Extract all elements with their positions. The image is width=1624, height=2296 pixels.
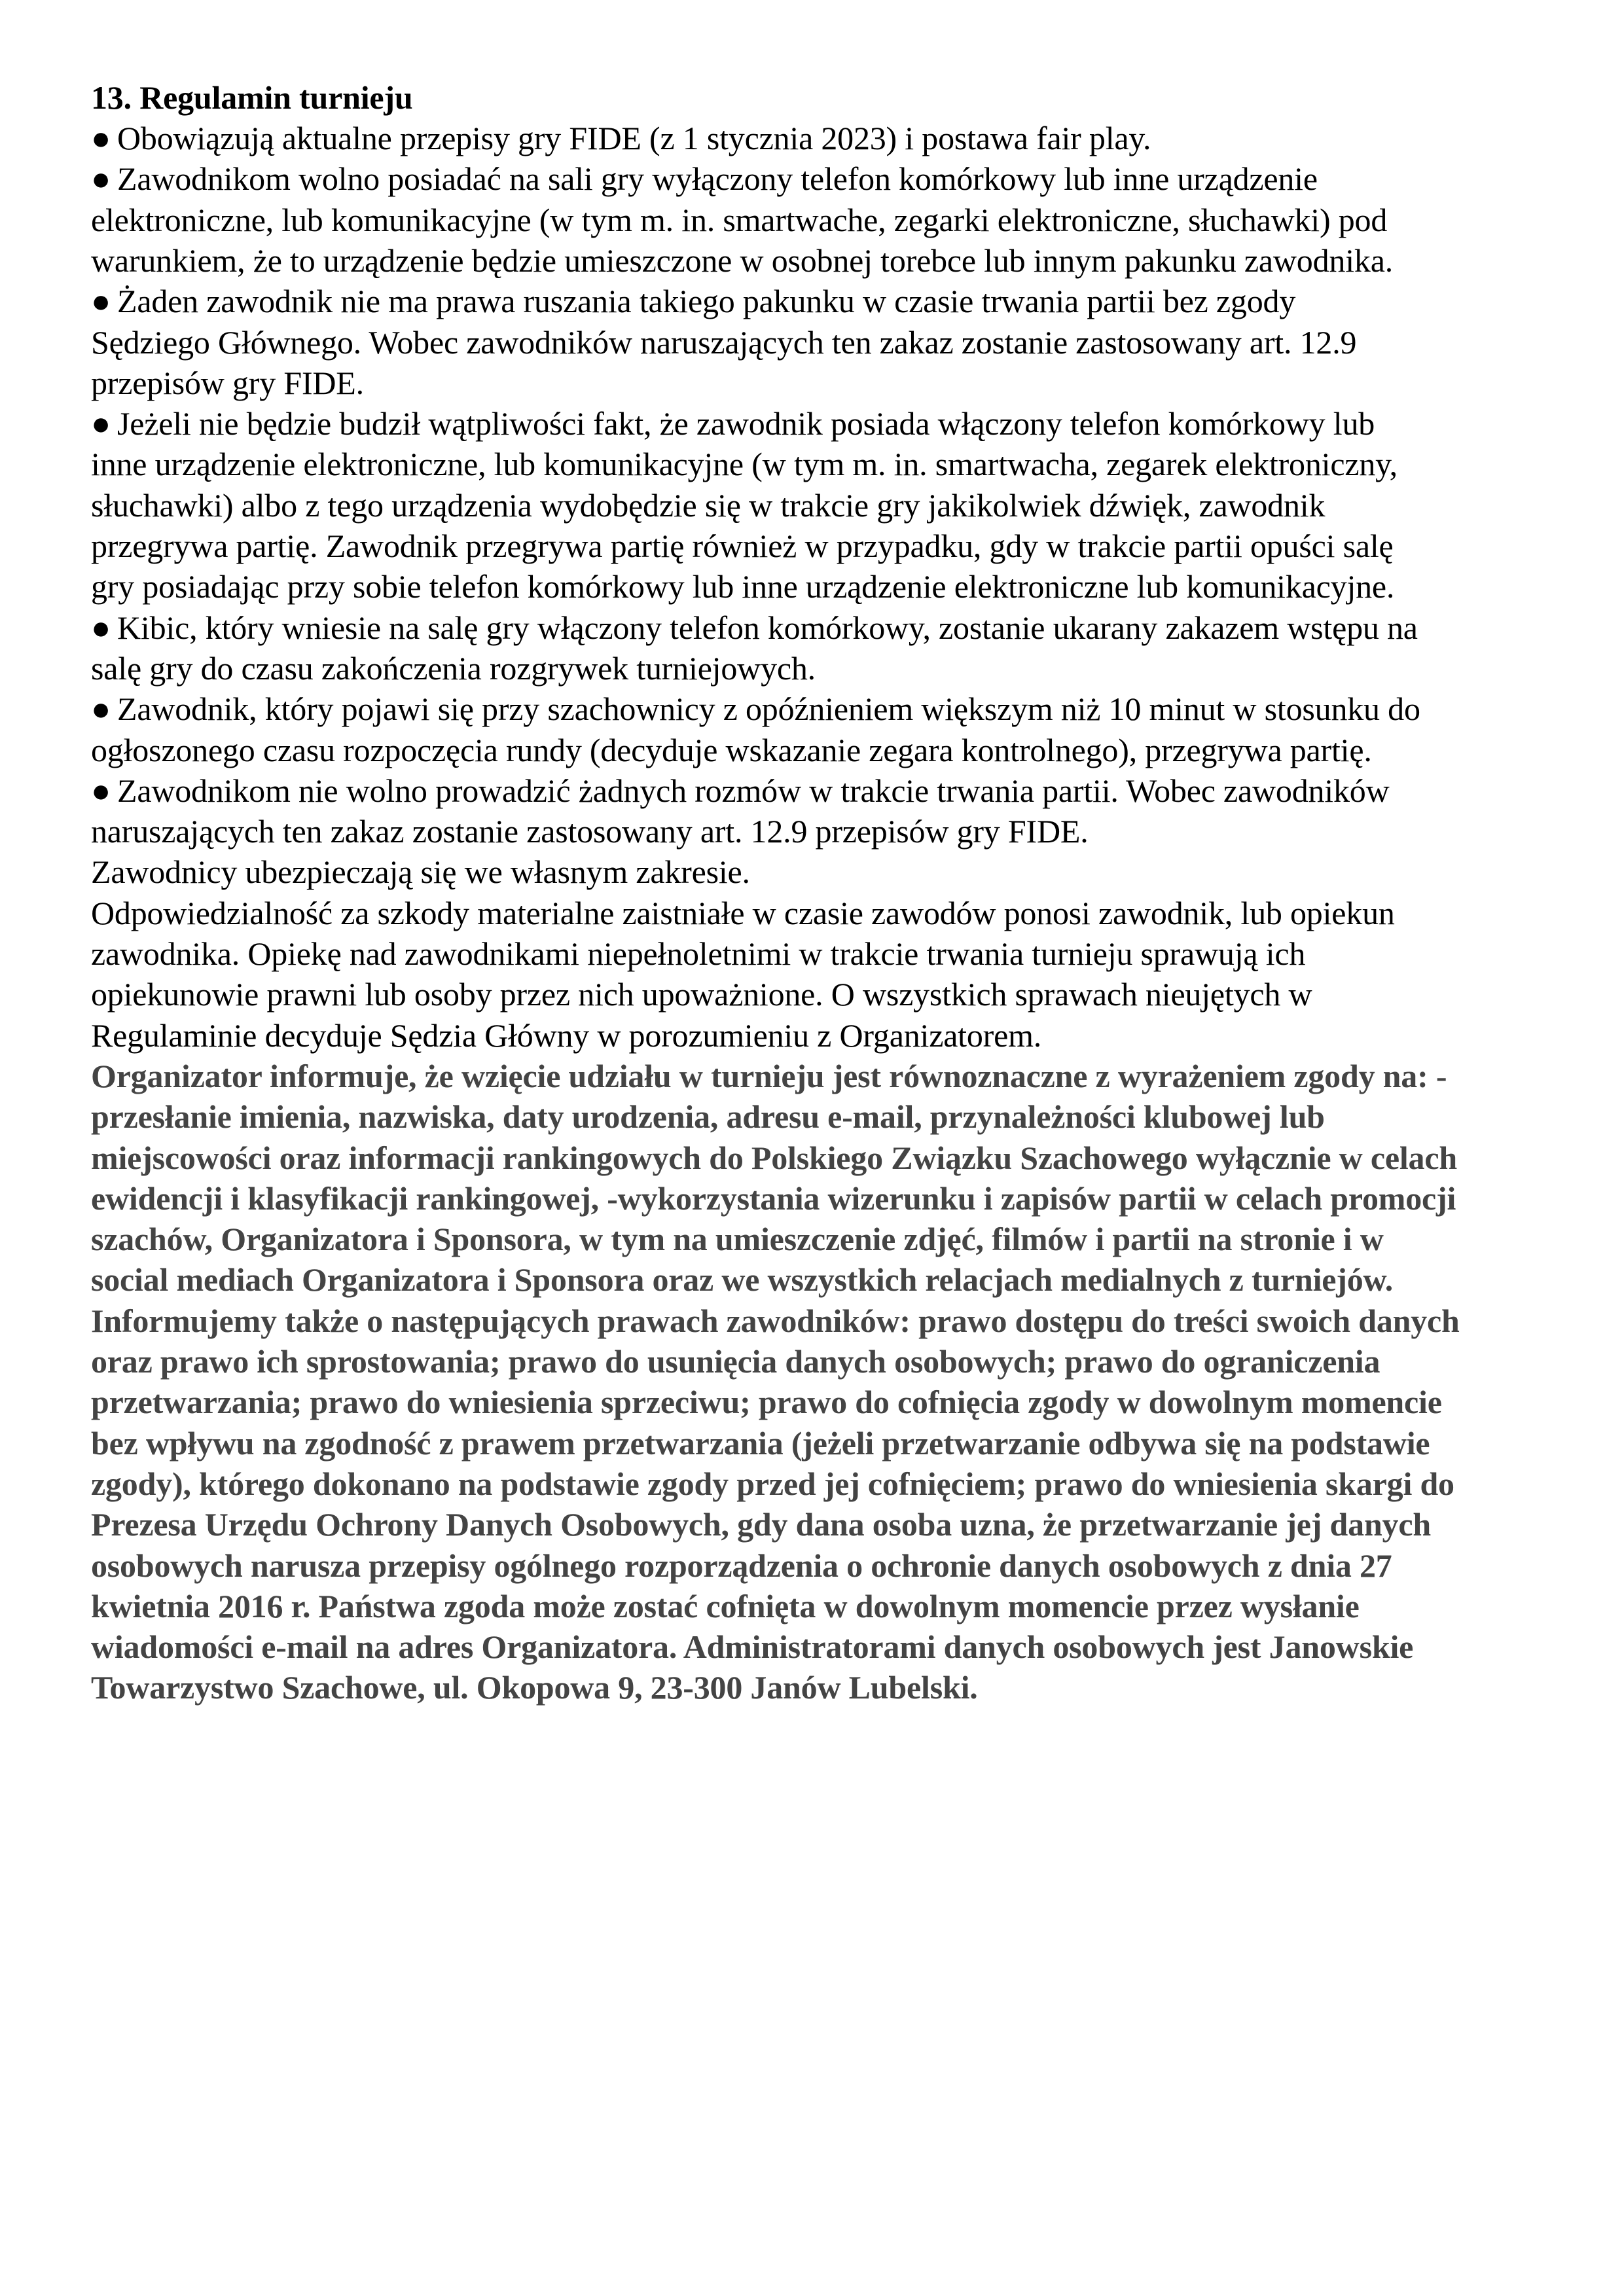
rule-text: opiekunowie prawni lub osoby przez nich upoważnione. O wszystkich sprawach nieujętych w — [91, 976, 1312, 1013]
gdpr-text-line: przesłanie imienia, nazwiska, daty urodzenia, adresu e-mail, przynależności klubowej lub — [91, 1098, 1325, 1136]
rule-text-line — [91, 322, 1356, 363]
rule-bullet-line — [91, 403, 1375, 444]
gdpr-text-line: social mediach Organizatora i Sponsora oraz we wszystkich relacjach medialnych z turniejów. — [91, 1261, 1394, 1299]
rule-text: salę gry do czasu zakończenia rozgrywek turniejowych. — [91, 649, 816, 687]
rule-bullet-line — [91, 281, 1295, 321]
bullet-icon: ● — [91, 609, 111, 646]
rule-text-line — [91, 974, 1312, 1014]
gdpr-text-line: wiadomości e-mail na adres Organizatora. Administratorami danych osobowych jest Janowskie — [91, 1628, 1414, 1666]
rule-text: Żaden zawodnik nie ma prawa ruszania takiego pakunku w czasie trwania partii bez zgody — [117, 283, 1296, 320]
gdpr-text-line: przetwarzania; prawo do wniesienia sprzeciwu; prawo do cofnięcia zgody w dowolnym momencie — [91, 1384, 1442, 1421]
rule-text: elektroniczne, lub komunikacyjne (w tym m. in. smartwache, zegarki elektroniczne, słuchawki) pod — [91, 201, 1388, 238]
gdpr-text-line: ewidencji i klasyfikacji rankingowej, -wykorzystania wizerunku i zapisów partii w celach promocji — [91, 1179, 1456, 1217]
rule-text: słuchawki) albo z tego urządzenia wydobędzie się w trakcie gry jakikolwiek dźwięk, zawodnik — [91, 486, 1326, 524]
rule-text: Zawodnicy ubezpieczają się we własnym zakresie. — [91, 853, 750, 891]
rule-bullet-line — [91, 607, 1418, 648]
rule-text: Zawodnikom nie wolno prowadzić żadnych rozmów w trakcie trwania partii. Wobec zawodników — [117, 772, 1390, 809]
bullet-icon: ● — [91, 691, 111, 728]
rule-text-line — [91, 240, 1393, 281]
rule-text: przepisów gry FIDE. — [91, 364, 364, 401]
rule-text-line — [91, 648, 816, 689]
gdpr-text-line: Prezesa Urzędu Ochrony Danych Osobowych, gdy dana osoba uzna, że przetwarzanie jej danych — [91, 1506, 1431, 1543]
rule-text-line — [91, 933, 1305, 974]
rule-text-line — [91, 526, 1394, 566]
rule-text-line — [91, 811, 1089, 852]
gdpr-text-line: kwietnia 2016 r. Państwa zgoda może zostać cofnięta w dowolnym momencie przez wysłanie — [91, 1587, 1360, 1624]
rule-bullet-line — [91, 689, 1420, 729]
rule-text: Jeżeli nie będzie budził wątpliwości fakt, że zawodnik posiada włączony telefon komórkowy lub — [117, 405, 1375, 442]
rule-text: ogłoszonego czasu rozpoczęcia rundy (decyduje wskazanie zegara kontrolnego), przegrywa partię. — [91, 731, 1372, 768]
rule-text-line — [91, 852, 750, 892]
bullet-icon: ● — [91, 160, 111, 198]
gdpr-text-line: bez wpływu na zgodność z prawem przetwarzania (jeżeli przetwarzanie odbywa się na podstawie — [91, 1424, 1430, 1462]
rule-text: zawodnika. Opiekę nad zawodnikami niepełnoletnimi w trakcie trwania turnieju sprawują ich — [91, 935, 1306, 972]
rule-text: Regulaminie decyduje Sędzia Główny w porozumieniu z Organizatorem. — [91, 1016, 1042, 1054]
rule-text-line — [91, 730, 1372, 770]
rule-text: Sędziego Głównego. Wobec zawodników naruszających ten zakaz zostanie zastosowany art. 12.9 — [91, 323, 1357, 361]
rule-bullet-line — [91, 118, 1151, 158]
bullet-icon: ● — [91, 283, 111, 320]
gdpr-text-line: miejscowości oraz informacji rankingowych do Polskiego Związku Szachowego wyłącznie w celach — [91, 1139, 1457, 1176]
rule-text: Zawodnik, który pojawi się przy szachownicy z opóźnieniem większym niż 10 minut w stosunku do — [117, 691, 1420, 728]
gdpr-text-line: zgody), którego dokonano na podstawie zgody przed jej cofnięciem; prawo do wniesienia skargi do — [91, 1465, 1454, 1502]
gdpr-text-line: osobowych narusza przepisy ogólnego rozporządzenia o ochronie danych osobowych z dnia 27 — [91, 1547, 1392, 1584]
gdpr-text-line: oraz prawo ich sprostowania; prawo do usunięcia danych osobowych; prawo do ograniczenia — [91, 1343, 1380, 1380]
rule-text: naruszających ten zakaz zostanie zastosowany art. 12.9 przepisów gry FIDE. — [91, 813, 1089, 850]
rule-text: inne urządzenie elektroniczne, lub komunikacyjne (w tym m. in. smartwacha, zegarek elektroniczny, — [91, 446, 1398, 483]
rule-text-line — [91, 485, 1325, 526]
rule-text: Obowiązują aktualne przepisy gry FIDE (z 1 stycznia 2023) i postawa fair play. — [117, 120, 1151, 156]
gdpr-text-line: Organizator informuje, że wzięcie udziału w turnieju jest równoznaczne z wyrażeniem zgody na: - — [91, 1057, 1447, 1094]
gdpr-text-line: szachów, Organizatora i Sponsora, w tym na umieszczenie zdjęć, filmów i partii na stronie i w — [91, 1221, 1384, 1258]
rule-text-line — [91, 566, 1394, 607]
rule-bullet-line — [91, 158, 1318, 199]
bullet-icon: ● — [91, 405, 111, 442]
rule-text: przegrywa partię. Zawodnik przegrywa partię również w przypadku, gdy w trakcie partii opuści salę — [91, 528, 1394, 564]
rule-text: Kibic, który wniesie na salę gry włączony telefon komórkowy, zostanie ukarany zakazem wstępu na — [117, 609, 1418, 646]
gdpr-text-line: Towarzystwo Szachowe, ul. Okopowa 9, 23-300 Janów Lubelski. — [91, 1669, 978, 1706]
rule-text: gry posiadając przy sobie telefon komórkowy lub inne urządzenie elektroniczne lub komunikacyjne. — [91, 568, 1395, 605]
rule-text-line — [91, 893, 1395, 933]
rule-text-line — [91, 200, 1387, 240]
rule-text-line — [91, 444, 1398, 484]
rule-text: warunkiem, że to urządzenie będzie umieszczone w osobnej torebce lub innym pakunku zawodnika. — [91, 242, 1393, 279]
section-title: 13. Regulamin turnieju — [91, 79, 413, 116]
gdpr-text-line: Informujemy także o następujących prawach zawodników: prawo dostępu do treści swoich danych — [91, 1302, 1460, 1339]
rule-bullet-line — [91, 770, 1390, 811]
rule-text: Zawodnikom wolno posiadać na sali gry wyłączony telefon komórkowy lub inne urządzenie — [117, 160, 1318, 198]
bullet-icon: ● — [91, 772, 111, 809]
rule-text-line — [91, 1015, 1041, 1056]
rule-text-line — [91, 363, 364, 403]
rule-text: Odpowiedzialność za szkody materialne zaistniałe w czasie zawodów ponosi zawodnik, lub opiekun — [91, 894, 1395, 931]
bullet-icon: ● — [91, 120, 111, 156]
